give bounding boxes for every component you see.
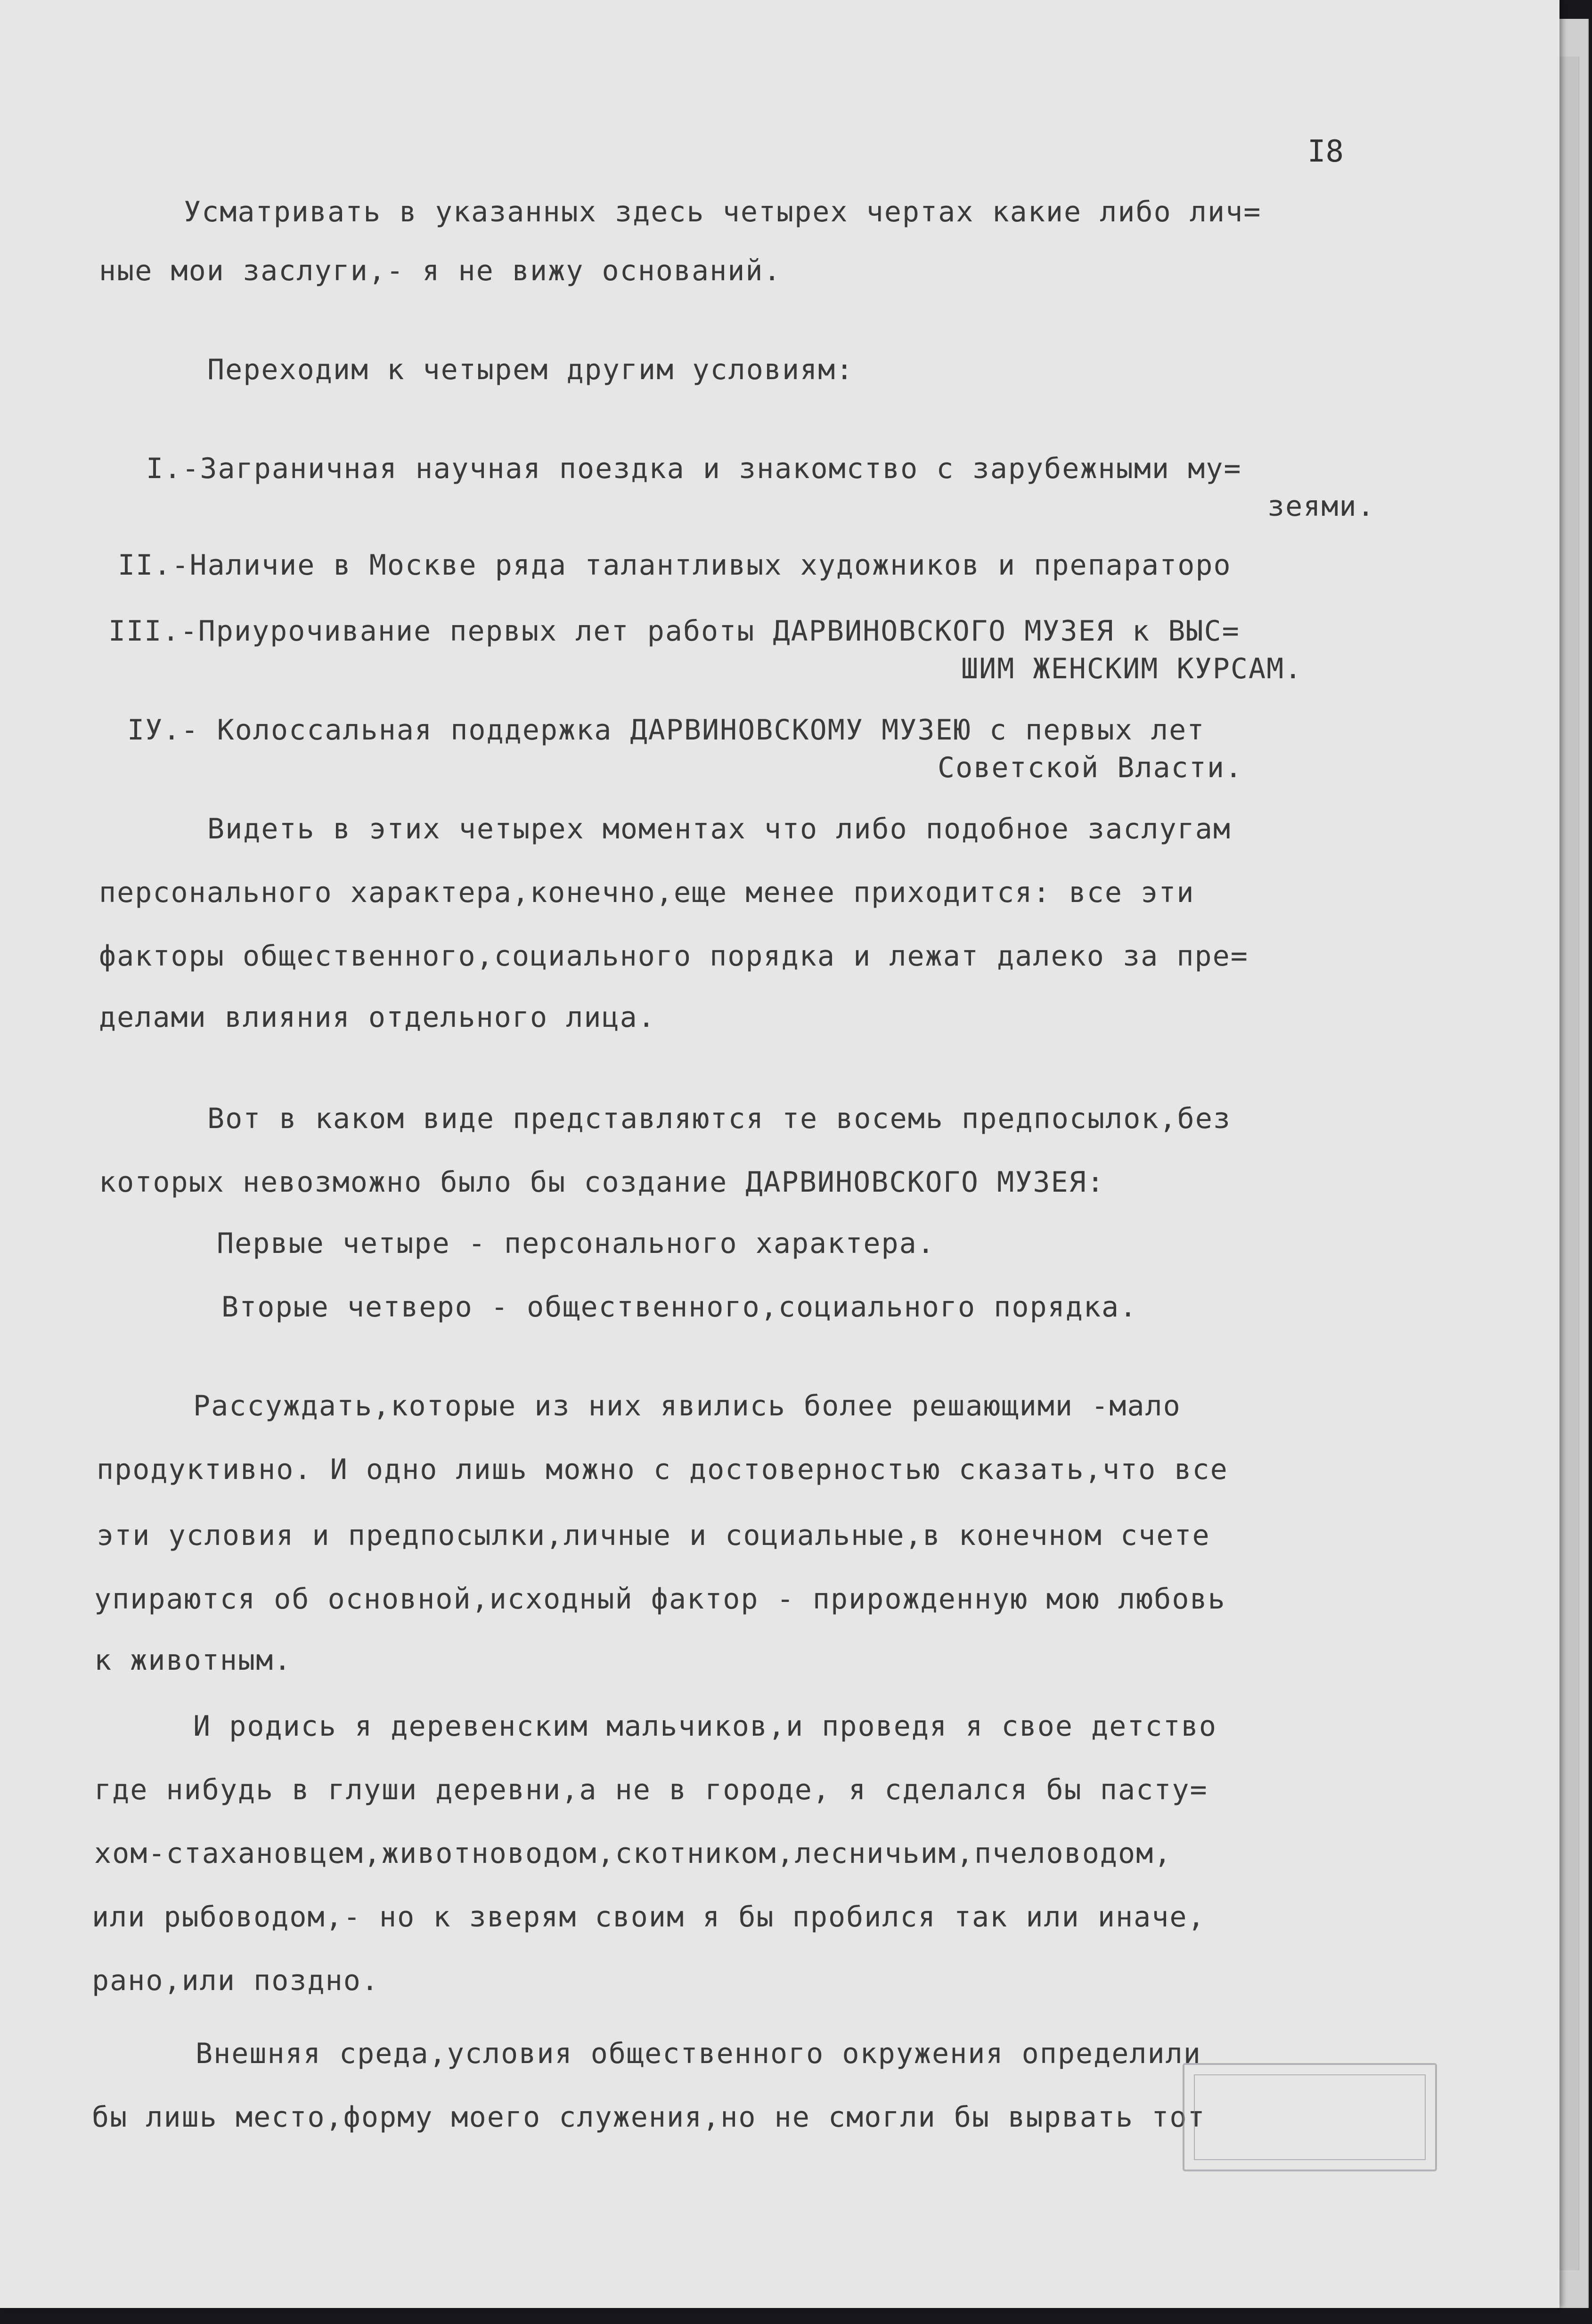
- text-line: зеями.: [1267, 490, 1375, 523]
- text-line: которых невозможно было бы создание ДАРВИНОВСКОГО МУЗЕЯ:: [99, 1166, 1105, 1199]
- text-line: Рассуждать,которые из них явились более решающими -мало: [193, 1390, 1181, 1422]
- text-line: Вторые четверо - общественного,социального порядка.: [221, 1291, 1138, 1324]
- text-line: факторы общественного,социального порядка и лежат далеко за пре=: [99, 940, 1249, 973]
- text-line: продуктивно. И одно лишь можно с достоверностью сказать,что все: [97, 1453, 1228, 1486]
- text-line: делами влияния отдельного лица.: [99, 1001, 656, 1034]
- text-line: Советской Власти.: [938, 751, 1243, 784]
- text-line: ШИМ ЖЕНСКИМ КУРСАМ.: [961, 652, 1303, 685]
- text-line: Внешняя среда,условия общественного окружения определили: [196, 2037, 1201, 2070]
- page-number: I8: [1307, 134, 1344, 169]
- text-line: где нибудь в глуши деревни,а не в городе, я сделался бы пасту=: [94, 1773, 1208, 1806]
- text-line: Вот в каком виде представляются те восемь предпосылок,без: [207, 1102, 1232, 1135]
- text-line: персонального характера,конечно,еще менее приходится: все эти: [99, 876, 1195, 909]
- text-line: Усматривать в указанных здесь четырех чертах какие либо лич=: [184, 195, 1262, 228]
- text-line: II.-Наличие в Москве ряда талантливых художников и препараторо: [118, 549, 1232, 582]
- text-line: хом-стахановцем,животноводом,скотником,лесничьим,пчеловодом,: [94, 1837, 1172, 1870]
- text-line: ные мои заслуги,- я не вижу оснований.: [99, 254, 782, 287]
- text-line: Первые четыре - персонального характера.: [217, 1227, 935, 1260]
- text-line: Переходим к четырем другим условиям:: [207, 353, 854, 386]
- text-line: рано,или поздно.: [92, 1964, 379, 1997]
- text-line: IУ.- Колоссальная поддержка ДАРВИНОВСКОМУ МУЗЕЮ с первых лет: [127, 714, 1205, 747]
- text-line: бы лишь место,форму моего служения,но не смогли бы вырвать тот: [92, 2101, 1206, 2134]
- text-line: Видеть в этих четырех моментах что либо подобное заслугам: [207, 813, 1232, 845]
- text-line: I.-Заграничная научная поездка и знакомство с зарубежными му=: [146, 452, 1242, 485]
- text-line: III.-Приурочивание первых лет работы ДАРВИНОВСКОГО МУЗЕЯ к ВЫС=: [108, 615, 1240, 648]
- archive-stamp-frame: [1194, 2074, 1426, 2160]
- text-line: эти условия и предпосылки,личные и социальные,в конечном счете: [97, 1519, 1210, 1552]
- text-line: или рыбоводом,- но к зверям своим я бы пробился так или иначе,: [92, 1901, 1206, 1934]
- text-line: к животным.: [94, 1644, 292, 1677]
- archive-stamp: [1183, 2063, 1437, 2171]
- text-line: И родись я деревенским мальчиков,и проведя я свое детство: [193, 1710, 1217, 1743]
- text-line: упираются об основной,исходный фактор - прирожденную мою любовь: [94, 1583, 1226, 1616]
